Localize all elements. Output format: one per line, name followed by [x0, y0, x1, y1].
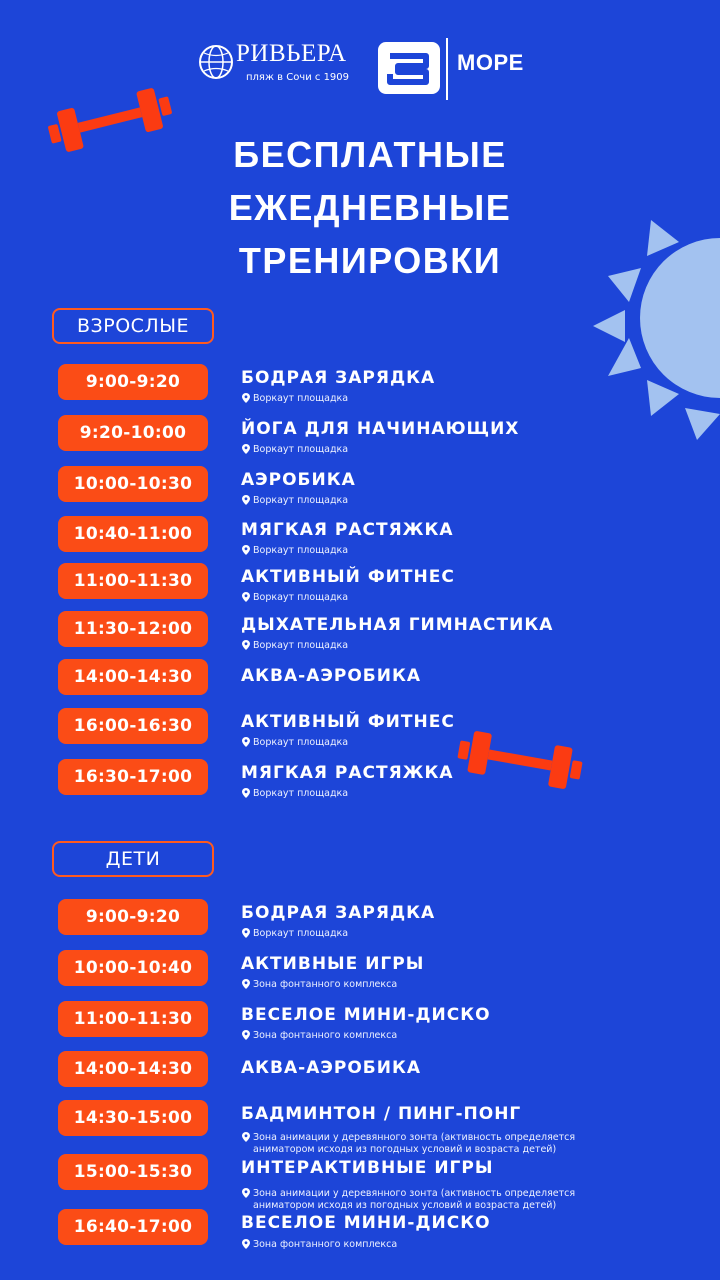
- location-line-2: аниматором исходя из погодных условий и возраста детей): [253, 1144, 557, 1155]
- time-badge: 9:00-9:20: [58, 364, 208, 400]
- schedule-row: [0, 516, 720, 562]
- location-pin-icon: [242, 592, 250, 602]
- location-pin-icon: [242, 1239, 250, 1249]
- location: [242, 737, 348, 750]
- time-badge: 9:20-10:00: [58, 415, 208, 451]
- activity-name: АКВА-АЭРОБИКА: [241, 666, 422, 686]
- location-pin-icon: [242, 1132, 250, 1142]
- time-badge: 14:00-14:30: [58, 1051, 208, 1087]
- schedule-row: [0, 899, 720, 945]
- location: [242, 640, 348, 653]
- time-badge: 15:00-15:30: [58, 1154, 208, 1190]
- activity-name: БАДМИНТОН / ПИНГ-ПОНГ: [241, 1104, 522, 1124]
- location: [242, 1239, 397, 1252]
- riviera-name: РИВЬЕРА: [236, 40, 347, 67]
- schedule-row: [0, 1154, 720, 1211]
- activity-name: АКТИВНЫЕ ИГРЫ: [241, 954, 425, 974]
- schedule-row: [0, 759, 720, 805]
- activity-name: МЯГКАЯ РАСТЯЖКА: [241, 520, 454, 540]
- location: [242, 495, 348, 508]
- time-badge: 11:00-11:30: [58, 1001, 208, 1037]
- location: [242, 979, 397, 992]
- schedule-row: [0, 1051, 720, 1097]
- location-line-1: Зона анимации у деревянного зонта (активность определяется: [253, 1132, 576, 1143]
- time-badge: 10:40-11:00: [58, 516, 208, 552]
- schedule-row: [0, 364, 720, 410]
- location-text: Зона фонтанного комплекса: [253, 1239, 398, 1250]
- location-text: Воркаут площадка: [253, 393, 349, 404]
- location-text: Воркаут площадка: [253, 737, 349, 748]
- time-badge: 16:30-17:00: [58, 759, 208, 795]
- location-text: Воркаут площадка: [253, 788, 349, 799]
- location: [242, 444, 348, 457]
- activity-name: МЯГКАЯ РАСТЯЖКА: [241, 763, 454, 783]
- time-badge: 14:30-15:00: [58, 1100, 208, 1136]
- activity-name: ЙОГА ДЛЯ НАЧИНАЮЩИХ: [241, 419, 520, 439]
- time-badge: 10:00-10:30: [58, 466, 208, 502]
- location: [242, 545, 348, 558]
- title-line-1: БЕСПЛАТНЫЕ: [233, 134, 507, 175]
- schedule-row: [0, 1209, 720, 1255]
- activity-name: ИНТЕРАКТИВНЫЕ ИГРЫ: [241, 1158, 494, 1178]
- location-line-1: Зона анимации у деревянного зонта (активность определяется: [253, 1188, 576, 1199]
- riviera-tagline: пляж в Сочи с 1909: [246, 72, 350, 83]
- location-pin-icon: [242, 393, 250, 403]
- title-line-2: ЕЖЕДНЕВНЫЕ: [228, 187, 512, 228]
- riviera-logo: [196, 40, 350, 90]
- schedule-row: [0, 466, 720, 512]
- activity-name: ВЕСЕЛОЕ МИНИ-ДИСКО: [241, 1213, 491, 1233]
- logo-divider: [446, 38, 448, 100]
- location-pin-icon: [242, 1030, 250, 1040]
- section-label-adults: ВЗРОСЛЫЕ: [52, 308, 214, 344]
- location: [242, 788, 348, 801]
- location-pin-icon: [242, 788, 250, 798]
- page-title: [0, 128, 720, 287]
- time-badge: 16:40-17:00: [58, 1209, 208, 1245]
- location-pin-icon: [242, 737, 250, 747]
- location-text: Воркаут площадка: [253, 444, 349, 455]
- location-pin-icon: [242, 640, 250, 650]
- location-text: Воркаут площадка: [253, 640, 349, 651]
- location-pin-icon: [242, 979, 250, 989]
- location: [242, 1030, 397, 1043]
- title-line-3: ТРЕНИРОВКИ: [238, 240, 502, 281]
- activity-name: ВЕСЕЛОЕ МИНИ-ДИСКО: [241, 1005, 491, 1025]
- time-badge: 9:00-9:20: [58, 899, 208, 935]
- schedule-row: [0, 563, 720, 609]
- location-pin-icon: [242, 928, 250, 938]
- schedule-row: [0, 415, 720, 461]
- location-text: Зона фонтанного комплекса: [253, 1030, 398, 1041]
- schedule-row: [0, 950, 720, 996]
- location-text: [253, 1132, 575, 1156]
- location-text: Воркаут площадка: [253, 545, 349, 556]
- activity-name: АКТИВНЫЙ ФИТНЕС: [241, 567, 455, 587]
- time-badge: 11:00-11:30: [58, 563, 208, 599]
- activity-name: БОДРАЯ ЗАРЯДКА: [241, 903, 436, 923]
- activity-name: АКВА-АЭРОБИКА: [241, 1058, 422, 1078]
- location: [242, 393, 348, 406]
- schedule-row: [0, 1100, 720, 1155]
- schedule-row: [0, 659, 720, 705]
- location-pin-icon: [242, 444, 250, 454]
- location-pin-icon: [242, 545, 250, 555]
- time-badge: 11:30-12:00: [58, 611, 208, 647]
- location: [242, 1132, 575, 1156]
- activity-name: БОДРАЯ ЗАРЯДКА: [241, 368, 436, 388]
- location-text: Воркаут площадка: [253, 495, 349, 506]
- time-badge: 16:00-16:30: [58, 708, 208, 744]
- activity-name: АКТИВНЫЙ ФИТНЕС: [241, 712, 455, 732]
- location-pin-icon: [242, 495, 250, 505]
- location-pin-icon: [242, 1188, 250, 1198]
- activity-name: ДЫХАТЕЛЬНАЯ ГИМНАСТИКА: [241, 615, 554, 635]
- location-line-2: аниматором исходя из погодных условий и возраста детей): [253, 1200, 557, 1211]
- sea-brand-name: МОРЕ: [457, 50, 524, 75]
- section-label-kids: ДЕТИ: [52, 841, 214, 877]
- globe-icon: [196, 42, 236, 82]
- time-badge: 14:00-14:30: [58, 659, 208, 695]
- location: [242, 928, 348, 941]
- schedule-row: [0, 708, 720, 754]
- time-badge: 10:00-10:40: [58, 950, 208, 986]
- location-text: Зона фонтанного комплекса: [253, 979, 398, 990]
- location-text: Воркаут площадка: [253, 592, 349, 603]
- activity-name: АЭРОБИКА: [241, 470, 356, 490]
- header-logos: [0, 36, 720, 106]
- sea-logo-icon: [376, 40, 446, 96]
- schedule-row: [0, 1001, 720, 1047]
- location: [242, 592, 348, 605]
- schedule-row: [0, 611, 720, 657]
- location-text: Воркаут площадка: [253, 928, 349, 939]
